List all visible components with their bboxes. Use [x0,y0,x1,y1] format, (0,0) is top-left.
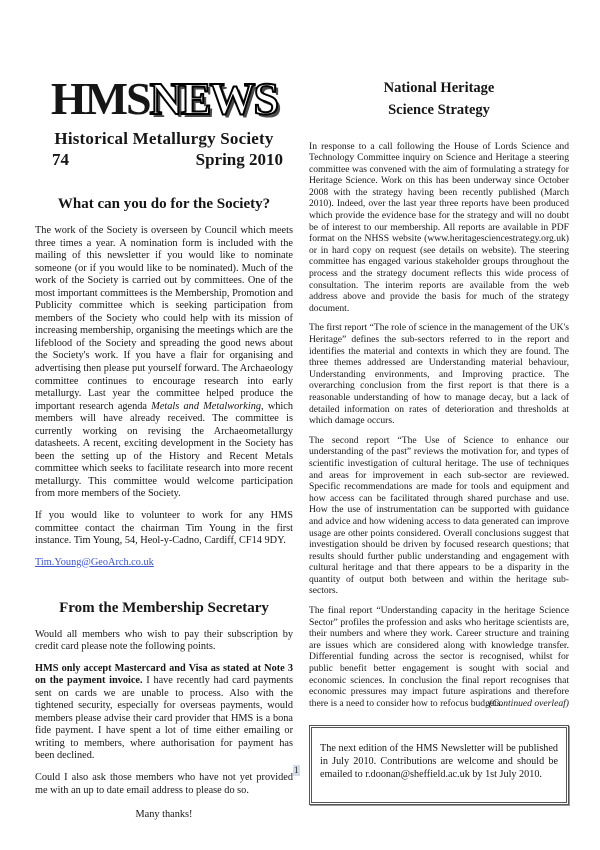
society-name: Historical Metallurgy Society [54,129,274,148]
nhss-paragraph-1: In response to a call following the House of Lords Science and Technology Committee inquiry on Science and Heritage a steering committee was convened with the aim of formulating a strategy for Heritage Science. Work on this has been underway since October 2008 with the strategy having been recently published (March 2010). Indeed, over the last year three reports have been produced which provide the evidence base for the strategy and will no doubt be of interest to our membership. All reports are available in PDF format on the NHSS website (www.heritagesciencestrategy.org.uk) or in hard copy on request (see details on website). The steering committee has engaged various stakeholder groups throughout the process and the strategy document reflects this wide process of consultation. The interim reports are available from the web address above and provide the basis for much of the strategy document. [309,140,569,314]
nhss-paragraph-3: The second report “The Use of Science to enhance our understanding of the past” reviews the motivation for, and types of scientific investigation of cultural heritage. The use of techniques and areas for improvement in each sub-sector are reviewed. Specific recommendations are made for tools and equipment and how access can be facilitated through shared purchase and use. How the use of instrumentation can be supported with guidance and advice and how widening access to data generated can improve usage are other points considered. Overall conclusions suggest that investigation should be driven by focused research questions; that results should further public understanding and engagement with cultural heritage and that there appears to be a disparity in the quantity of output both between and within the heritage sub-sectors. [309,434,569,597]
membership-paragraph-2-rest: I have recently had card payments sent on cards we are unable to process. Also with the tightened security, especially for overseas payments, would members please advise their card provider that HMS is a bona fide payment. I have spent a lot of time either emailing or writing to members, where authorisation for payment has been declined. [35,675,293,762]
nhss-paragraph-2: The first report “The role of science in the management of the UK's Heritage” defines the sub-sectors referred to in the report and identifies the material and contexts in which they are found. The three themes addressed are Understanding material behaviour, Understanding environments, and Improving practice. The overarching conclusion from the first report is that there is a reasonable understanding of how to manage decay, but a lack of detailed information on rates of deterioration and thresholds at which damage occurs. [309,322,569,427]
masthead [35,73,293,170]
section-heading-membership: From the Membership Secretary [59,599,269,616]
left-column [35,73,293,831]
masthead-logo [35,73,293,124]
next-edition-notice-box [309,725,569,804]
nhss-heading-line-1: National Heritage [383,80,495,96]
society-paragraph-2: If you would like to volunteer to work for any HMS committee contact the chairman Tim Young in the first instance. Tim Young, 54, Heol-y-Cadno, Cardiff, CF14 9DY. [35,510,293,547]
membership-paragraph-3: Could I also ask those members who have not yet provided me with an up to date email address to please do so. [35,772,293,796]
right-column [309,76,569,831]
card-policy-bold-note: HMS only accept Mastercard and Visa as stated at Note 3 on the payment invoice. [35,662,293,687]
next-edition-notice-text: The next edition of the HMS Newsletter will be published in July 2010. Contributions are welcome and should be emailed to r.doonan@sheffield.ac.uk by 1st July 2010. [320,743,558,780]
membership-paragraph-2 [35,663,293,763]
logo-hms-text: HMS [50,73,150,124]
closing-thanks: Many thanks! [135,809,193,821]
issue-season: Spring 2010 [195,150,283,169]
issue-line [35,150,293,170]
logo-news-text: NEWS [149,73,278,124]
email-link-tim-young[interactable]: Tim.Young@GeoArch.co.uk [35,556,154,568]
section-heading-society: What can you do for the Society? [57,196,271,212]
nhss-paragraph-4 [309,605,569,709]
continued-overleaf-note: (Continued overleaf) [488,697,569,709]
nhss-heading-line-2: Science Strategy [388,101,490,118]
nhss-paragraph-4-text: The final report “Understanding capacity in the heritage Science Sector” profiles the profession and asks who heritage scientists are, their numbers and where they work. Career structure and training are issues which are considered along with knowledge transfer. Differential funding across the sector is recognised, whilst for public benefit better engagement is sought with social and economic sciences. In conclusion the final report recognises that economic pressures may impact future aspirations and therefore there is a need to consider how to refocus budgets. [309,605,569,709]
society-paragraph-1-end: , which members will have already received. The committee is currently working on revising the Archaeometallurgy datasheets. A recent, exciting development in the Society has been the setting up of the History and Recent Metals committee which seeks to facilitate research into more recent metallurgy. This committee would welcome participation from more members of the Society. [35,400,293,500]
page-number: 1 [294,765,299,775]
section-heading-nhss [309,78,569,122]
membership-paragraph-1: Would all members who wish to pay their subscription by credit card please note the following points. [35,628,293,653]
issue-number: 74 [52,150,69,169]
society-paragraph-1 [35,225,293,501]
research-agenda-title: Metals and Metalworking [151,400,261,412]
society-paragraph-1-start: The work of the Society is overseen by Council which meets three times a year. A nomination form is included with the mailing of this newsletter if you would like to nominate someone (or if you would like to be nominated). Much of the work of the Society is carried out by committees. One of the most important committees is the Membership, Promotion and Publicity committee which is seeking participation from members of the Society who could help with its mission of increasing membership, organising the meetings which are the lifeblood of the Society and spreading the good news about the Society's work. If you have a flair for organising and advertising then please put yourself forward. The Archaeology committee continues to encourage research into early metallurgy. Last year the committee helped produce the important research agenda [35,225,293,412]
